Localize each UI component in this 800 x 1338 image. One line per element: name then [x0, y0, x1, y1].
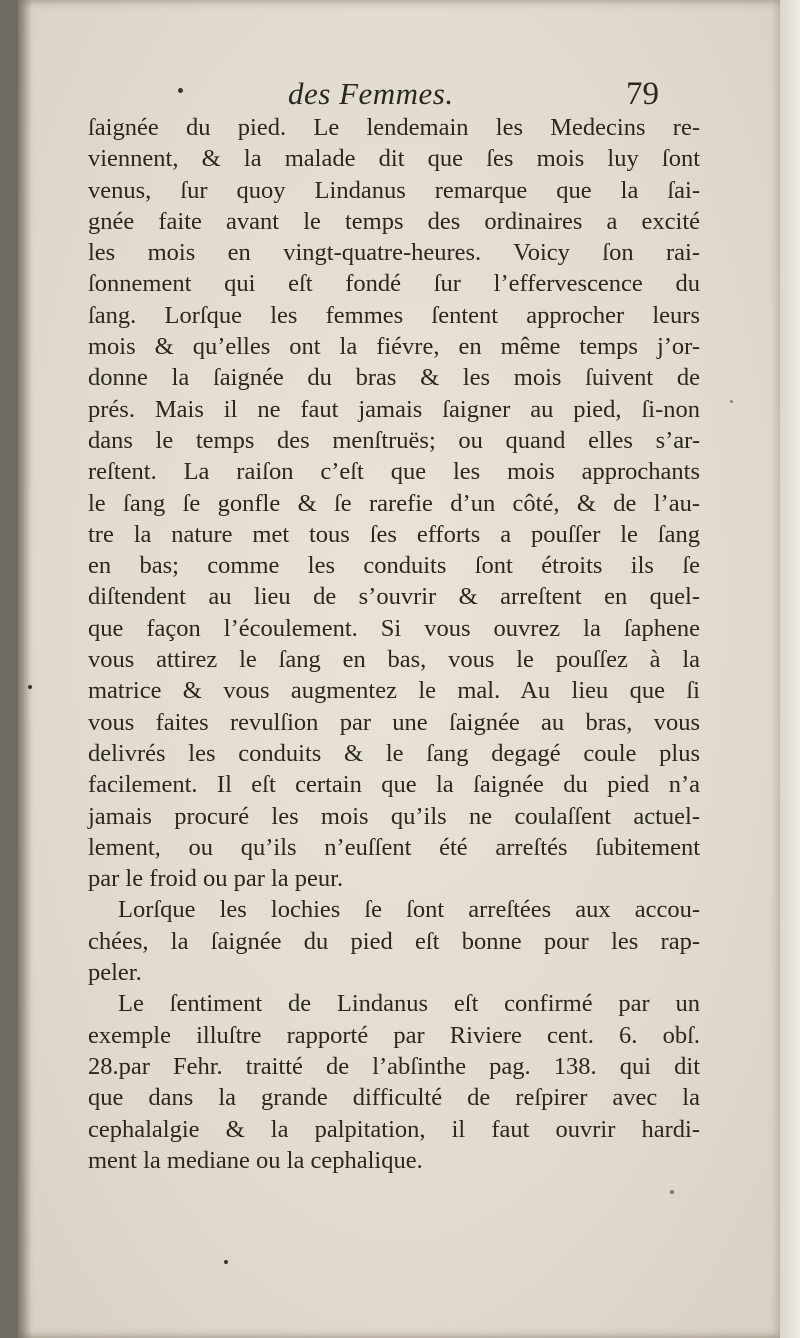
- text-line: ſang. Lorſque les femmes ſentent approcher leurs: [88, 301, 700, 329]
- text-line: ſaignée du pied. Le lendemain les Medecins re-: [88, 114, 700, 141]
- body-text: [88, 112, 700, 1176]
- text-line: que dans la grande difficulté de reſpirer avec la: [88, 1084, 700, 1112]
- running-head-title: des Femmes.: [288, 76, 454, 111]
- text-line: viennent, & la malade dit que ſes mois luy ſont: [88, 145, 700, 173]
- text-line: venus, ſur quoy Lindanus remarque que la ſai-: [88, 176, 700, 204]
- text-line: le ſang ſe gonfle & ſe rarefie d’un côté, & de l’au-: [88, 489, 700, 517]
- text-line: chées, la ſaignée du pied eſt bonne pour les rap-: [88, 927, 700, 955]
- ink-speck: [28, 685, 32, 689]
- text-line: lement, ou qu’ils n’euſſent été arreſtés ſubitement: [88, 833, 700, 861]
- text-line: par le froid ou par la peur.: [88, 865, 344, 893]
- ink-speck: [730, 400, 733, 403]
- text-line: dans le temps des menſtruës; ou quand elles s’ar-: [88, 426, 700, 454]
- text-line: ſonnement qui eſt fondé ſur l’effervescence du: [88, 270, 700, 298]
- text-line: vous attirez le ſang en bas, vous le pouſſez à la: [88, 646, 700, 674]
- ink-speck: [178, 88, 183, 93]
- text-line: 28.par Fehr. traitté de l’abſinthe pag. 138. qui dit: [88, 1052, 700, 1080]
- text-line: Lorſque les lochies ſe ſont arreſtées aux accou-: [118, 896, 700, 924]
- text-line: vous faites revulſion par une ſaignée au bras, vous: [88, 708, 700, 736]
- text-line: cephalalgie & la palpitation, il faut ouvrir hardi-: [88, 1115, 700, 1143]
- ink-speck: [224, 1260, 228, 1264]
- text-line: exemple illuſtre rapporté par Riviere cent. 6. obſ.: [88, 1021, 700, 1049]
- page-gutter-shadow: [18, 0, 32, 1338]
- text-line: donne la ſaignée du bras & les mois ſuivent de: [88, 364, 700, 392]
- text-line: ment la mediane ou la cephalique.: [88, 1146, 423, 1174]
- text-line: prés. Mais il ne faut jamais ſaigner au pied, ſi-non: [88, 395, 700, 423]
- text-line: Le ſentiment de Lindanus eſt confirmé par un: [118, 990, 700, 1018]
- running-head: [18, 76, 780, 116]
- text-line: que façon l’écoulement. Si vous ouvrez la ſaphene: [88, 614, 700, 642]
- text-line: diſtendent au lieu de s’ouvrir & arreſtent en quel-: [88, 583, 700, 611]
- book-page: [18, 0, 780, 1338]
- text-line: les mois en vingt-quatre-heures. Voicy ſon rai-: [88, 239, 700, 267]
- text-line: mois & qu’elles ont la fiévre, en même temps j’or-: [88, 333, 700, 361]
- ink-speck: [670, 1190, 674, 1194]
- text-line: gnée faite avant le temps des ordinaires a excité: [88, 207, 700, 235]
- text-line: peler.: [88, 959, 142, 987]
- text-line: jamais procuré les mois qu’ils ne coulaſſent actuel-: [88, 802, 700, 830]
- page-number: 79: [626, 76, 659, 112]
- text-line: tre la nature met tous ſes efforts a pouſſer le ſang: [88, 520, 700, 548]
- text-line: matrice & vous augmentez le mal. Au lieu que ſi: [88, 677, 700, 705]
- text-line: delivrés les conduits & le ſang degagé coule plus: [88, 739, 700, 767]
- text-line: reſtent. La raiſon c’eſt que les mois approchants: [88, 458, 700, 486]
- text-line: facilement. Il eſt certain que la ſaignée du pied n’a: [88, 771, 700, 799]
- text-line: en bas; comme les conduits ſont étroits ils ſe: [88, 552, 700, 580]
